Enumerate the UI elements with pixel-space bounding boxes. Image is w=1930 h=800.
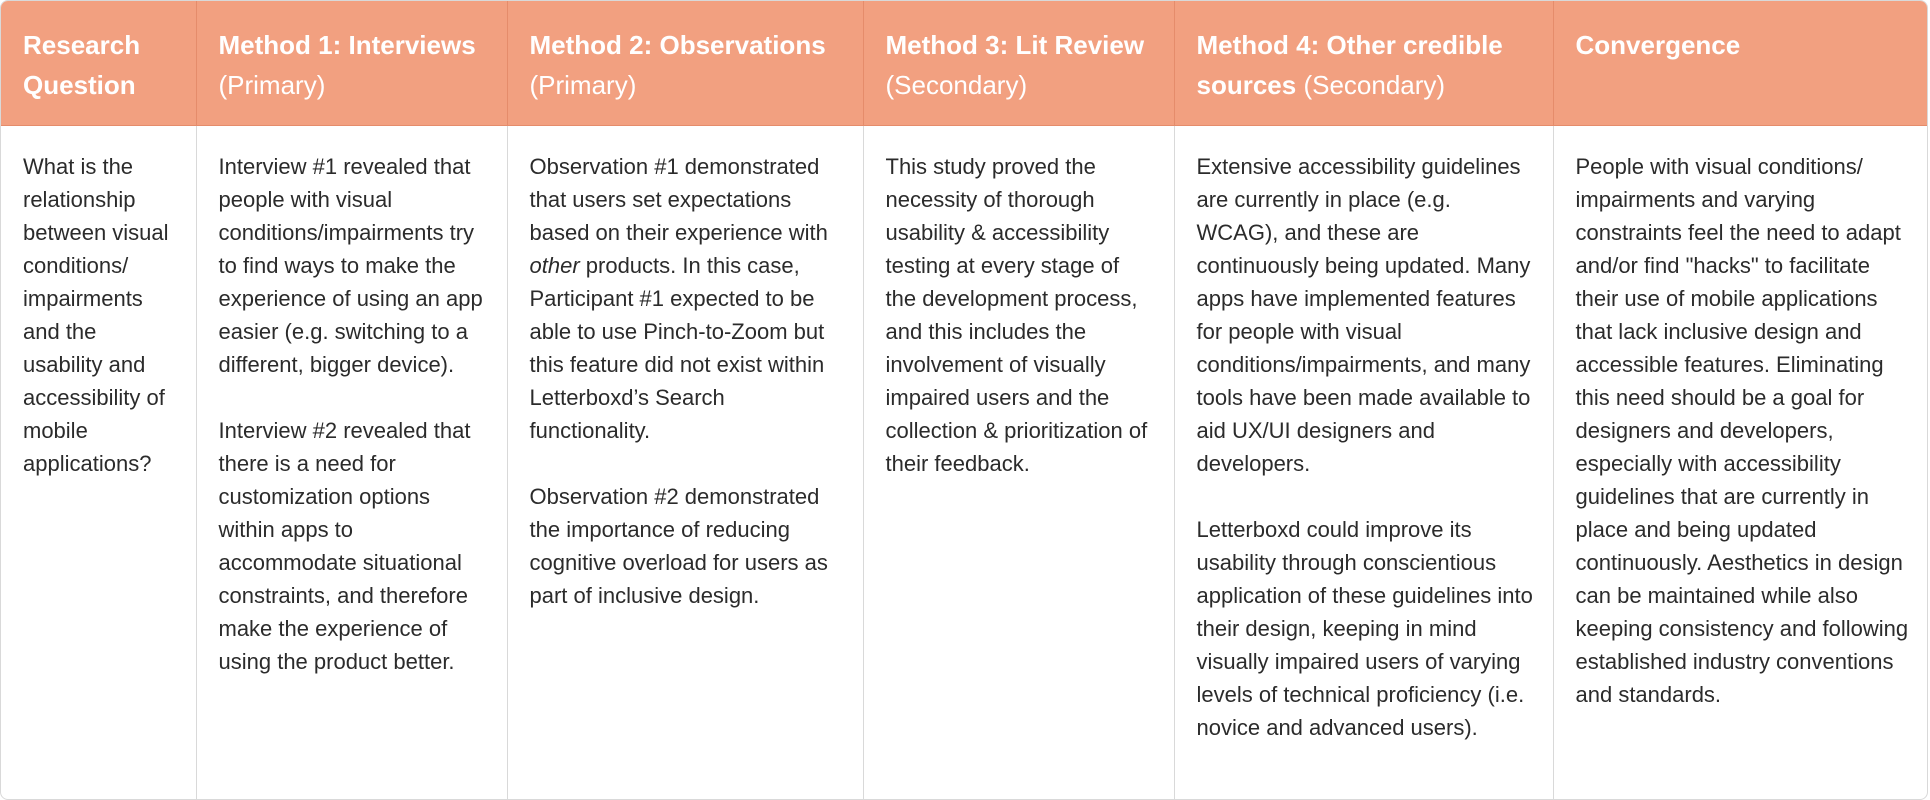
header-sub-label: (Primary) bbox=[218, 70, 326, 100]
cell-text: Extensive accessibility guidelines are currently in place (e.g. WCAG), and these are continuously being updated. Many apps have implemented features for people with visual conditions/impairments, and many tools have been made available to aid UX/UI designers and developers. bbox=[1196, 153, 1531, 476]
header-convergence bbox=[1553, 1, 1928, 125]
cell-text: Interview #1 revealed that people with visual conditions/impairments try to find ways to make the experience of using an app easier (e.g. switching to a different, bigger device). bbox=[218, 153, 483, 377]
header-sub-label: (Primary) bbox=[529, 70, 637, 100]
cell-convergence bbox=[1553, 125, 1928, 799]
cell-text: Observation #2 demonstrated the importance of reducing cognitive overload for users as part of inclusive design. bbox=[529, 483, 828, 608]
header-main-label: Method 4: Other credible sources bbox=[1196, 30, 1503, 100]
cell-observations bbox=[507, 125, 863, 799]
header-method-3 bbox=[863, 1, 1174, 125]
emphasis-text: other bbox=[529, 252, 580, 278]
text-run: products. In this case, Participant #1 expected to be able to use Pinch-to-Zoom but this feature did not exist within Letterboxd’s Search functionality. bbox=[529, 252, 825, 443]
header-sub-label: (Secondary) bbox=[1303, 70, 1446, 100]
cell-other-sources bbox=[1174, 125, 1553, 799]
cell-text: Letterboxd could improve its usability through conscientious application of these guidelines into their design, keeping in mind visually impaired users of varying levels of technical proficiency (i.e. novice and advanced users). bbox=[1196, 516, 1533, 740]
text-run: Observation #1 demonstrated that users set expectations based on their experience with bbox=[529, 153, 828, 245]
research-matrix bbox=[1, 1, 1928, 799]
cell-text bbox=[530, 150, 845, 447]
header-main-label: Convergence bbox=[1575, 30, 1741, 60]
header-main-label: Method 2: Observations bbox=[529, 30, 826, 60]
cell-text: What is the relationship between visual conditions/ impairments and the usability and accessibility of mobile applications? bbox=[23, 153, 169, 476]
header-method-2 bbox=[507, 1, 863, 125]
header-method-1 bbox=[196, 1, 507, 125]
cell-research-question bbox=[1, 125, 196, 799]
cell-interviews bbox=[196, 125, 507, 799]
header-research-question bbox=[1, 1, 196, 125]
cell-text: People with visual conditions/ impairments and varying constraints feel the need to adapt and/or find "hacks" to facilitate their use of mobile applications that lack inclusive design and accessible features. Eliminating this need should be a goal for designers and developers, especially with accessibility guidelines that are currently in place and being updated continuously. Aesthetics in design can be maintained while also keeping consistency and following established industry conventions and standards. bbox=[1575, 153, 1909, 707]
header-main-label: Research Question bbox=[23, 30, 141, 100]
cell-lit-review bbox=[863, 125, 1174, 799]
header-main-label: Method 1: Interviews bbox=[218, 30, 476, 60]
header-row bbox=[1, 1, 1928, 125]
cell-text: This study proved the necessity of thorough usability & accessibility testing at every stage of the development process, and this includes the involvement of visually impaired users and the collection & prioritization of their feedback. bbox=[885, 153, 1148, 476]
header-main-label: Method 3: Lit Review bbox=[885, 30, 1145, 60]
table-row bbox=[1, 125, 1928, 799]
header-method-4 bbox=[1174, 1, 1553, 125]
header-sub-label: (Secondary) bbox=[885, 70, 1028, 100]
cell-text: Interview #2 revealed that there is a need for customization options within apps to accommodate situational constraints, and therefore make the experience of using the product better. bbox=[218, 417, 471, 674]
